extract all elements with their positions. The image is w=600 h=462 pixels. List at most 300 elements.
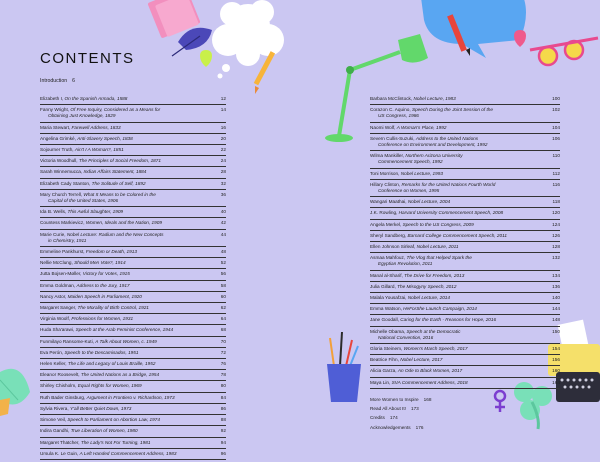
speech-title: SVA Commencement Address, 2018 <box>391 379 468 385</box>
divider <box>370 241 560 242</box>
page-number: 40 <box>220 209 226 215</box>
divider <box>370 281 560 282</box>
speaker-name: Angela Merkel, <box>370 221 403 227</box>
speaker-name: Countess Markievicz, <box>40 220 86 226</box>
divider <box>40 336 226 337</box>
divider <box>370 104 560 105</box>
toc-entry[interactable] <box>40 339 226 345</box>
page-number: 118 <box>552 199 560 205</box>
page-number: 70 <box>220 338 226 344</box>
toc-entry[interactable] <box>40 417 226 423</box>
intro-label: Introduction <box>40 78 68 84</box>
speaker-name: Sojourner Truth, <box>40 147 75 153</box>
speaker-name: Naomi Wolf, <box>370 124 397 130</box>
toc-entry[interactable] <box>370 244 560 250</box>
divider <box>40 324 226 325</box>
speech-title: The Lady's Not For Turning, 1981 <box>80 439 151 445</box>
speaker-name: Eleanor Roosevelt, <box>40 372 81 378</box>
divider <box>40 206 226 207</box>
divider <box>370 122 560 123</box>
page-number: 52 <box>220 260 226 266</box>
toc-entry[interactable] <box>40 125 226 131</box>
speech-title: Maiden Speech in Parliament, 1920 <box>67 293 142 299</box>
page-number: 136 <box>552 283 560 289</box>
speaker-name: Julia Gillard, <box>370 283 398 289</box>
page-number: 58 <box>220 282 226 288</box>
speaker-name: Beatrice Fihn, <box>370 357 401 363</box>
divider <box>40 380 226 381</box>
divider <box>370 150 560 151</box>
divider <box>370 303 560 304</box>
divider <box>40 347 226 348</box>
page-number: 60 <box>220 293 226 299</box>
page-number: 104 <box>552 124 560 130</box>
page-number: 106 <box>552 135 560 141</box>
speaker-name: Barbara McClintock, <box>370 96 414 101</box>
divider <box>40 155 226 156</box>
page-number: 168 <box>423 396 432 402</box>
back-matter-label: Read All About It! <box>370 406 406 412</box>
toc-entry[interactable] <box>40 294 226 300</box>
divider <box>40 448 226 449</box>
speaker-name: Huda Sha'arawi, <box>40 327 76 333</box>
page-number: 84 <box>220 394 226 400</box>
divider <box>40 122 226 123</box>
speech-title: Anti-Slavery Speech, 1838 <box>77 135 133 141</box>
toc-entry[interactable] <box>40 158 226 164</box>
speaker-name: Helen Keller, <box>40 361 68 367</box>
speech-title: This Awful Slaughter, 1909 <box>67 209 124 215</box>
toc-entry[interactable] <box>40 181 226 187</box>
page-number: 16 <box>220 124 226 130</box>
toc-entry[interactable] <box>370 306 560 312</box>
toc-entry[interactable] <box>40 136 226 142</box>
toc-entry[interactable] <box>40 271 226 277</box>
divider <box>40 144 226 145</box>
speech-title-continued: Capital of the United States, 1906 <box>48 198 119 204</box>
speaker-name: Elizabeth Cady Stanton, <box>40 180 92 186</box>
back-matter-entry[interactable] <box>370 406 560 412</box>
divider <box>40 217 226 218</box>
divider <box>370 314 560 315</box>
speaker-name: Alicia Garza, <box>370 368 398 374</box>
speaker-name: Severn Cullis-Suzuki, <box>370 135 416 141</box>
toc-entry[interactable] <box>40 327 226 333</box>
toc-entry[interactable] <box>370 233 560 239</box>
page-number: 88 <box>220 417 226 423</box>
speech-title: Caring for the Earth - Reasons for Hope, 2016 <box>400 317 497 323</box>
page-number: 110 <box>552 153 560 159</box>
speaker-name: Emma Watson, <box>370 306 404 312</box>
page-number: 124 <box>552 221 560 227</box>
speech-title: Professions for Women, 1931 <box>71 316 134 322</box>
page-number: 22 <box>220 147 226 153</box>
toc-entry[interactable] <box>370 125 560 131</box>
toc-entry[interactable] <box>40 147 226 153</box>
speaker-name: Nancy Astor, <box>40 293 68 299</box>
divider <box>40 425 226 426</box>
toc-entry[interactable] <box>370 171 560 177</box>
speaker-name: Marie Curie, <box>40 231 67 237</box>
speech-title: Nobel Lecture, 2004 <box>407 199 451 205</box>
back-matter-label: Credits <box>370 415 385 421</box>
speaker-name: Angelina Grimké, <box>40 135 78 141</box>
divider <box>40 268 226 269</box>
speech-title: The Drive for Freedom, 2013 <box>404 272 465 278</box>
page-number: 76 <box>220 361 226 367</box>
toc-entry[interactable] <box>40 232 226 244</box>
divider <box>40 414 226 415</box>
divider <box>370 252 560 253</box>
speech-title-continued: National Convention, 2016 <box>378 334 434 340</box>
divider <box>370 292 560 293</box>
intro-page: 6 <box>72 78 75 84</box>
speech-title: True Liberation of Women, 1980 <box>70 428 138 434</box>
speaker-name: Simone Veil, <box>40 417 68 423</box>
page-number: 68 <box>220 327 226 333</box>
speech-title: Speech During the Joint Session of the <box>411 107 493 113</box>
back-matter-label: More Women to Inspire <box>370 396 419 402</box>
right-entries <box>370 96 560 389</box>
speaker-name: Corazon C. Aquino, <box>370 107 412 113</box>
divider <box>370 207 560 208</box>
speech-title: On the Spanish Armada, 1588 <box>64 96 128 101</box>
speech-title: An Ode to Black Women, 2017 <box>397 368 463 374</box>
page-number: 134 <box>552 272 560 278</box>
speaker-name: Sarah Winnemucca, <box>40 169 84 175</box>
speech-title: Speech at the Arab Feminist Conference, 1944 <box>75 327 174 333</box>
heart-icon-2 <box>514 30 526 47</box>
divider <box>370 133 560 134</box>
page-number: 140 <box>552 295 560 301</box>
divider <box>40 369 226 370</box>
page-number: 126 <box>552 232 560 238</box>
back-matter-entry[interactable] <box>370 425 560 431</box>
page-number: 94 <box>220 439 226 445</box>
toc-entry[interactable] <box>40 283 226 289</box>
thought-bubble-icon <box>212 0 284 79</box>
toc-entry[interactable] <box>370 255 560 267</box>
toc-entry[interactable] <box>370 107 560 119</box>
toc-entry[interactable] <box>370 210 560 216</box>
speaker-name: Jane Goodall, <box>370 317 401 323</box>
page-number: 20 <box>220 135 226 141</box>
toc-entry[interactable] <box>40 440 226 446</box>
toc-entry[interactable] <box>40 169 226 175</box>
speaker-name: Manal al-Sharif, <box>370 272 405 278</box>
speaker-name: Emmeline Pankhurst, <box>40 249 86 255</box>
divider <box>40 257 226 258</box>
speaker-name: Maya Lin, <box>370 379 392 385</box>
divider <box>40 403 226 404</box>
speech-title: Freedom or Death, 1913 <box>85 249 137 255</box>
divider <box>40 178 226 179</box>
page-number: 14 <box>220 107 226 113</box>
toc-entry[interactable] <box>40 451 226 457</box>
speech-title: Nobel Lecture, 2011 <box>416 244 459 250</box>
divider <box>40 229 226 230</box>
speech-title: Equal Rights for Women, 1969 <box>77 383 142 389</box>
page-number: 154 <box>552 346 560 352</box>
speaker-name: Ursula K. Le Guin, <box>40 450 80 456</box>
speech-title: Speech to the Descamisados, 1951 <box>64 349 139 355</box>
divider <box>370 219 560 220</box>
page-number: 24 <box>220 158 226 164</box>
divider <box>40 313 226 314</box>
speaker-name: Eva Perón, <box>40 349 65 355</box>
speaker-name: Maria Stewart, <box>40 124 72 130</box>
speech-title-continued: Egyptian Revolution, 2011 <box>378 261 433 267</box>
divider <box>40 189 226 190</box>
toc-entry[interactable] <box>40 220 226 226</box>
divider <box>370 179 560 180</box>
speech-title: Remarks for the United Nations Fourth World <box>401 181 496 187</box>
toc-entry[interactable] <box>370 346 560 352</box>
speaker-name: Victoria Woodhull, <box>40 158 79 164</box>
toc-entry[interactable] <box>370 273 560 279</box>
speech-title: Nobel Lecture, 1993 <box>400 170 443 176</box>
toc-entry[interactable] <box>370 153 560 165</box>
toc-entry[interactable] <box>40 428 226 434</box>
page-number: 116 <box>552 181 560 187</box>
divider <box>370 365 560 366</box>
speech-title: Nobel Lecture, 2017 <box>400 357 443 363</box>
speaker-name: Ruth Bader Ginsburg, <box>40 394 87 400</box>
toc-entry[interactable] <box>370 136 560 148</box>
back-matter-entry[interactable] <box>370 415 560 421</box>
page-number: 44 <box>220 231 226 237</box>
toc-entry[interactable] <box>40 305 226 311</box>
speech-title: The Morality of Birth Control, 1921 <box>77 305 149 311</box>
right-column <box>370 96 560 434</box>
speech-title: Farewell Address, 1833 <box>71 124 121 130</box>
speaker-name: Elizabeth I, <box>40 96 65 101</box>
speech-title-continued: Commencement Speech, 1992 <box>378 159 443 165</box>
divider <box>40 246 226 247</box>
toc-entry[interactable] <box>370 368 560 374</box>
speaker-name: Mary Church Terrell, <box>40 191 84 197</box>
toc-entry[interactable] <box>40 372 226 378</box>
divider <box>370 168 560 169</box>
page-number: 174 <box>389 415 398 421</box>
page-number: 164 <box>552 379 560 385</box>
divider <box>370 270 560 271</box>
speaker-name: Asmaa Mahfouz, <box>370 255 407 261</box>
intro-entry <box>40 78 75 84</box>
speech-title: The Solitude of Self, 1892 <box>91 180 146 186</box>
speaker-name: Nellie McClung, <box>40 260 75 266</box>
speech-title: Speech at the Democratic <box>406 328 461 334</box>
speech-title: The Principles of Social Freedom, 1871 <box>78 158 161 164</box>
page-number: 112 <box>552 170 560 176</box>
speaker-name: Wangari Maathai, <box>370 199 408 205</box>
left-column <box>40 96 226 462</box>
page-number: 92 <box>220 428 226 434</box>
speech-title: Address to the Jury, 1917 <box>76 282 130 288</box>
divider <box>40 358 226 359</box>
page-number: 72 <box>220 349 226 355</box>
speech-title-continued: Conference on Environment and Development, 1992 <box>378 142 488 148</box>
speech-bubble-icon <box>420 0 526 58</box>
speaker-name: Emma Goldman, <box>40 282 77 288</box>
page-number: 56 <box>220 271 226 277</box>
page-number: 148 <box>552 317 560 323</box>
divider <box>370 377 560 378</box>
toc-entry[interactable] <box>40 395 226 401</box>
paper-scrap-icon <box>0 398 10 416</box>
speaker-name: Sheryl Sandberg, <box>370 232 408 238</box>
toc-entry[interactable] <box>370 182 560 194</box>
speech-title: Should Men Vote?, 1914 <box>74 260 126 266</box>
toc-entry[interactable] <box>370 284 560 290</box>
speaker-name: Sylvia Rivera, <box>40 405 70 411</box>
speech-title: A Left Handed Commencement Address, 1983 <box>79 450 177 456</box>
speech-title: Address to the United Nations <box>415 135 479 141</box>
page-number: 86 <box>220 405 226 411</box>
speech-title: Y'all Better Quiet Down, 1973 <box>69 405 132 411</box>
divider <box>40 302 226 303</box>
speech-title: What It Means to be Colored in the <box>83 191 156 197</box>
page-number: 62 <box>220 305 226 311</box>
toc-entry[interactable] <box>370 199 560 205</box>
speech-title: Ain't I A Woman?, 1851 <box>74 147 124 153</box>
page-number: 12 <box>220 96 226 101</box>
page-number: 156 <box>552 357 560 363</box>
page-number: 42 <box>220 220 226 226</box>
speech-title-continued: Obtaining Just Knowledge, 1829 <box>48 113 116 119</box>
back-matter-list <box>370 397 560 431</box>
speaker-name: Funmilayo Ransome-Kuti, <box>40 338 96 344</box>
toc-entry[interactable] <box>40 350 226 356</box>
speech-title: Argument in Frontiero v. Richardson, 1973 <box>86 394 175 400</box>
page-number: 48 <box>220 249 226 255</box>
toc-entry[interactable] <box>370 380 560 386</box>
speech-title: Nobel Lecture: Radium and the New Concepts <box>66 231 164 237</box>
speaker-name: Virginia Woolf, <box>40 316 72 322</box>
speech-title: Women's March Speech, 2017 <box>403 346 468 352</box>
speaker-name: J.K. Rowling, <box>370 210 399 216</box>
page-number: 64 <box>220 316 226 322</box>
speech-title: Victory for Votes, 1915 <box>82 271 130 277</box>
page-number: 78 <box>220 372 226 378</box>
speech-title: Women, Ideals and the Nation, 1909 <box>85 220 162 226</box>
speech-title-continued: US Congress, 1986 <box>378 113 419 119</box>
speaker-name: Indira Gandhi, <box>40 428 71 434</box>
page-number: 80 <box>220 383 226 389</box>
toc-entry[interactable] <box>370 357 560 363</box>
page-number: 160 <box>552 368 560 374</box>
divider <box>40 437 226 438</box>
page-number: 176 <box>415 424 424 430</box>
toc-entry[interactable] <box>40 383 226 389</box>
toc-entry[interactable] <box>370 96 560 102</box>
toc-entry[interactable] <box>370 295 560 301</box>
divider <box>40 104 226 105</box>
page-number: 173 <box>410 406 419 412</box>
speech-title: Speech to Parliament on Abortion Law, 1974 <box>67 417 160 423</box>
speaker-name: Ida B. Wells, <box>40 209 68 215</box>
speech-title: Barnard College Commencement Speech, 2011 <box>407 232 507 238</box>
speech-title: The Misogyny Speech, 2012 <box>397 283 457 289</box>
toc-entry[interactable] <box>40 107 226 119</box>
divider <box>370 326 560 327</box>
back-matter-entry[interactable] <box>370 397 560 403</box>
divider <box>370 230 560 231</box>
page-number: 150 <box>552 328 560 334</box>
toc-entry[interactable] <box>370 317 560 323</box>
speaker-name: Hillary Clinton, <box>370 181 402 187</box>
speech-title: A Woman's Place, 1992 <box>396 124 447 130</box>
toc-entry[interactable] <box>40 192 226 204</box>
page-number: 102 <box>552 107 560 113</box>
divider <box>40 133 226 134</box>
back-matter-label: Acknowledgements <box>370 424 411 430</box>
speaker-name: Ellen Johnson Sirleaf, <box>370 244 417 250</box>
toc-entry[interactable] <box>370 329 560 341</box>
page-number: 36 <box>220 191 226 197</box>
heart-icon <box>200 50 212 67</box>
speaker-name: Margaret Thatcher, <box>40 439 81 445</box>
divider <box>40 280 226 281</box>
speech-title: Nobel Lecture, 2014 <box>407 295 451 301</box>
speech-title: The Vlog that Helped Spark the <box>406 255 472 261</box>
speech-title: HeForShe Launch Campaign, 2014 <box>403 306 477 312</box>
divider <box>370 388 560 389</box>
speaker-name: Wilma Mankiller, <box>370 153 406 159</box>
divider <box>40 459 226 460</box>
page-number: 28 <box>220 169 226 175</box>
divider <box>40 392 226 393</box>
toc-entry[interactable] <box>40 96 226 102</box>
speaker-name: Michelle Obama, <box>370 328 407 334</box>
pen-cup-icon <box>327 332 361 402</box>
toc-entry[interactable] <box>40 406 226 412</box>
toc-entry[interactable] <box>40 316 226 322</box>
speech-title: The United Nations as a Bridge, 1954 <box>80 372 160 378</box>
divider <box>370 354 560 355</box>
toc-entry[interactable] <box>40 361 226 367</box>
toc-entry[interactable] <box>40 249 226 255</box>
divider <box>370 196 560 197</box>
sunglasses-icon <box>530 38 598 65</box>
page-number: 128 <box>552 244 560 250</box>
page-number: 96 <box>220 450 226 456</box>
divider <box>370 343 560 344</box>
page-number: 132 <box>552 255 560 261</box>
speaker-name: Gloria Steinem, <box>370 346 404 352</box>
speaker-name: Malala Yousafzai, <box>370 295 408 301</box>
page-title: CONTENTS <box>40 50 135 67</box>
speech-title: Indian Affairs Statement, 1884 <box>83 169 147 175</box>
toc-entry[interactable] <box>40 260 226 266</box>
toc-entry[interactable] <box>40 209 226 215</box>
speech-title: Nobel Lecture, 1983 <box>413 96 456 101</box>
speech-title: Northern Arizona University <box>405 153 463 159</box>
divider <box>40 291 226 292</box>
page-number: 32 <box>220 180 226 186</box>
page-number: 100 <box>552 96 560 101</box>
speaker-name: Margaret Sanger, <box>40 305 78 311</box>
speech-title: The Life and Legacy of Louis Braille, 1952 <box>67 361 156 367</box>
divider <box>40 166 226 167</box>
speaker-name: Shirley Chisholm, <box>40 383 78 389</box>
speech-title: A Talk About Women, c. 1949 <box>95 338 157 344</box>
page-number: 144 <box>552 306 560 312</box>
toc-entry[interactable] <box>370 222 560 228</box>
speech-title-continued: in Chemistry, 1911 <box>48 237 87 243</box>
page-number: 120 <box>552 210 560 216</box>
speech-title: Speech to the US Congress, 2009 <box>402 221 474 227</box>
